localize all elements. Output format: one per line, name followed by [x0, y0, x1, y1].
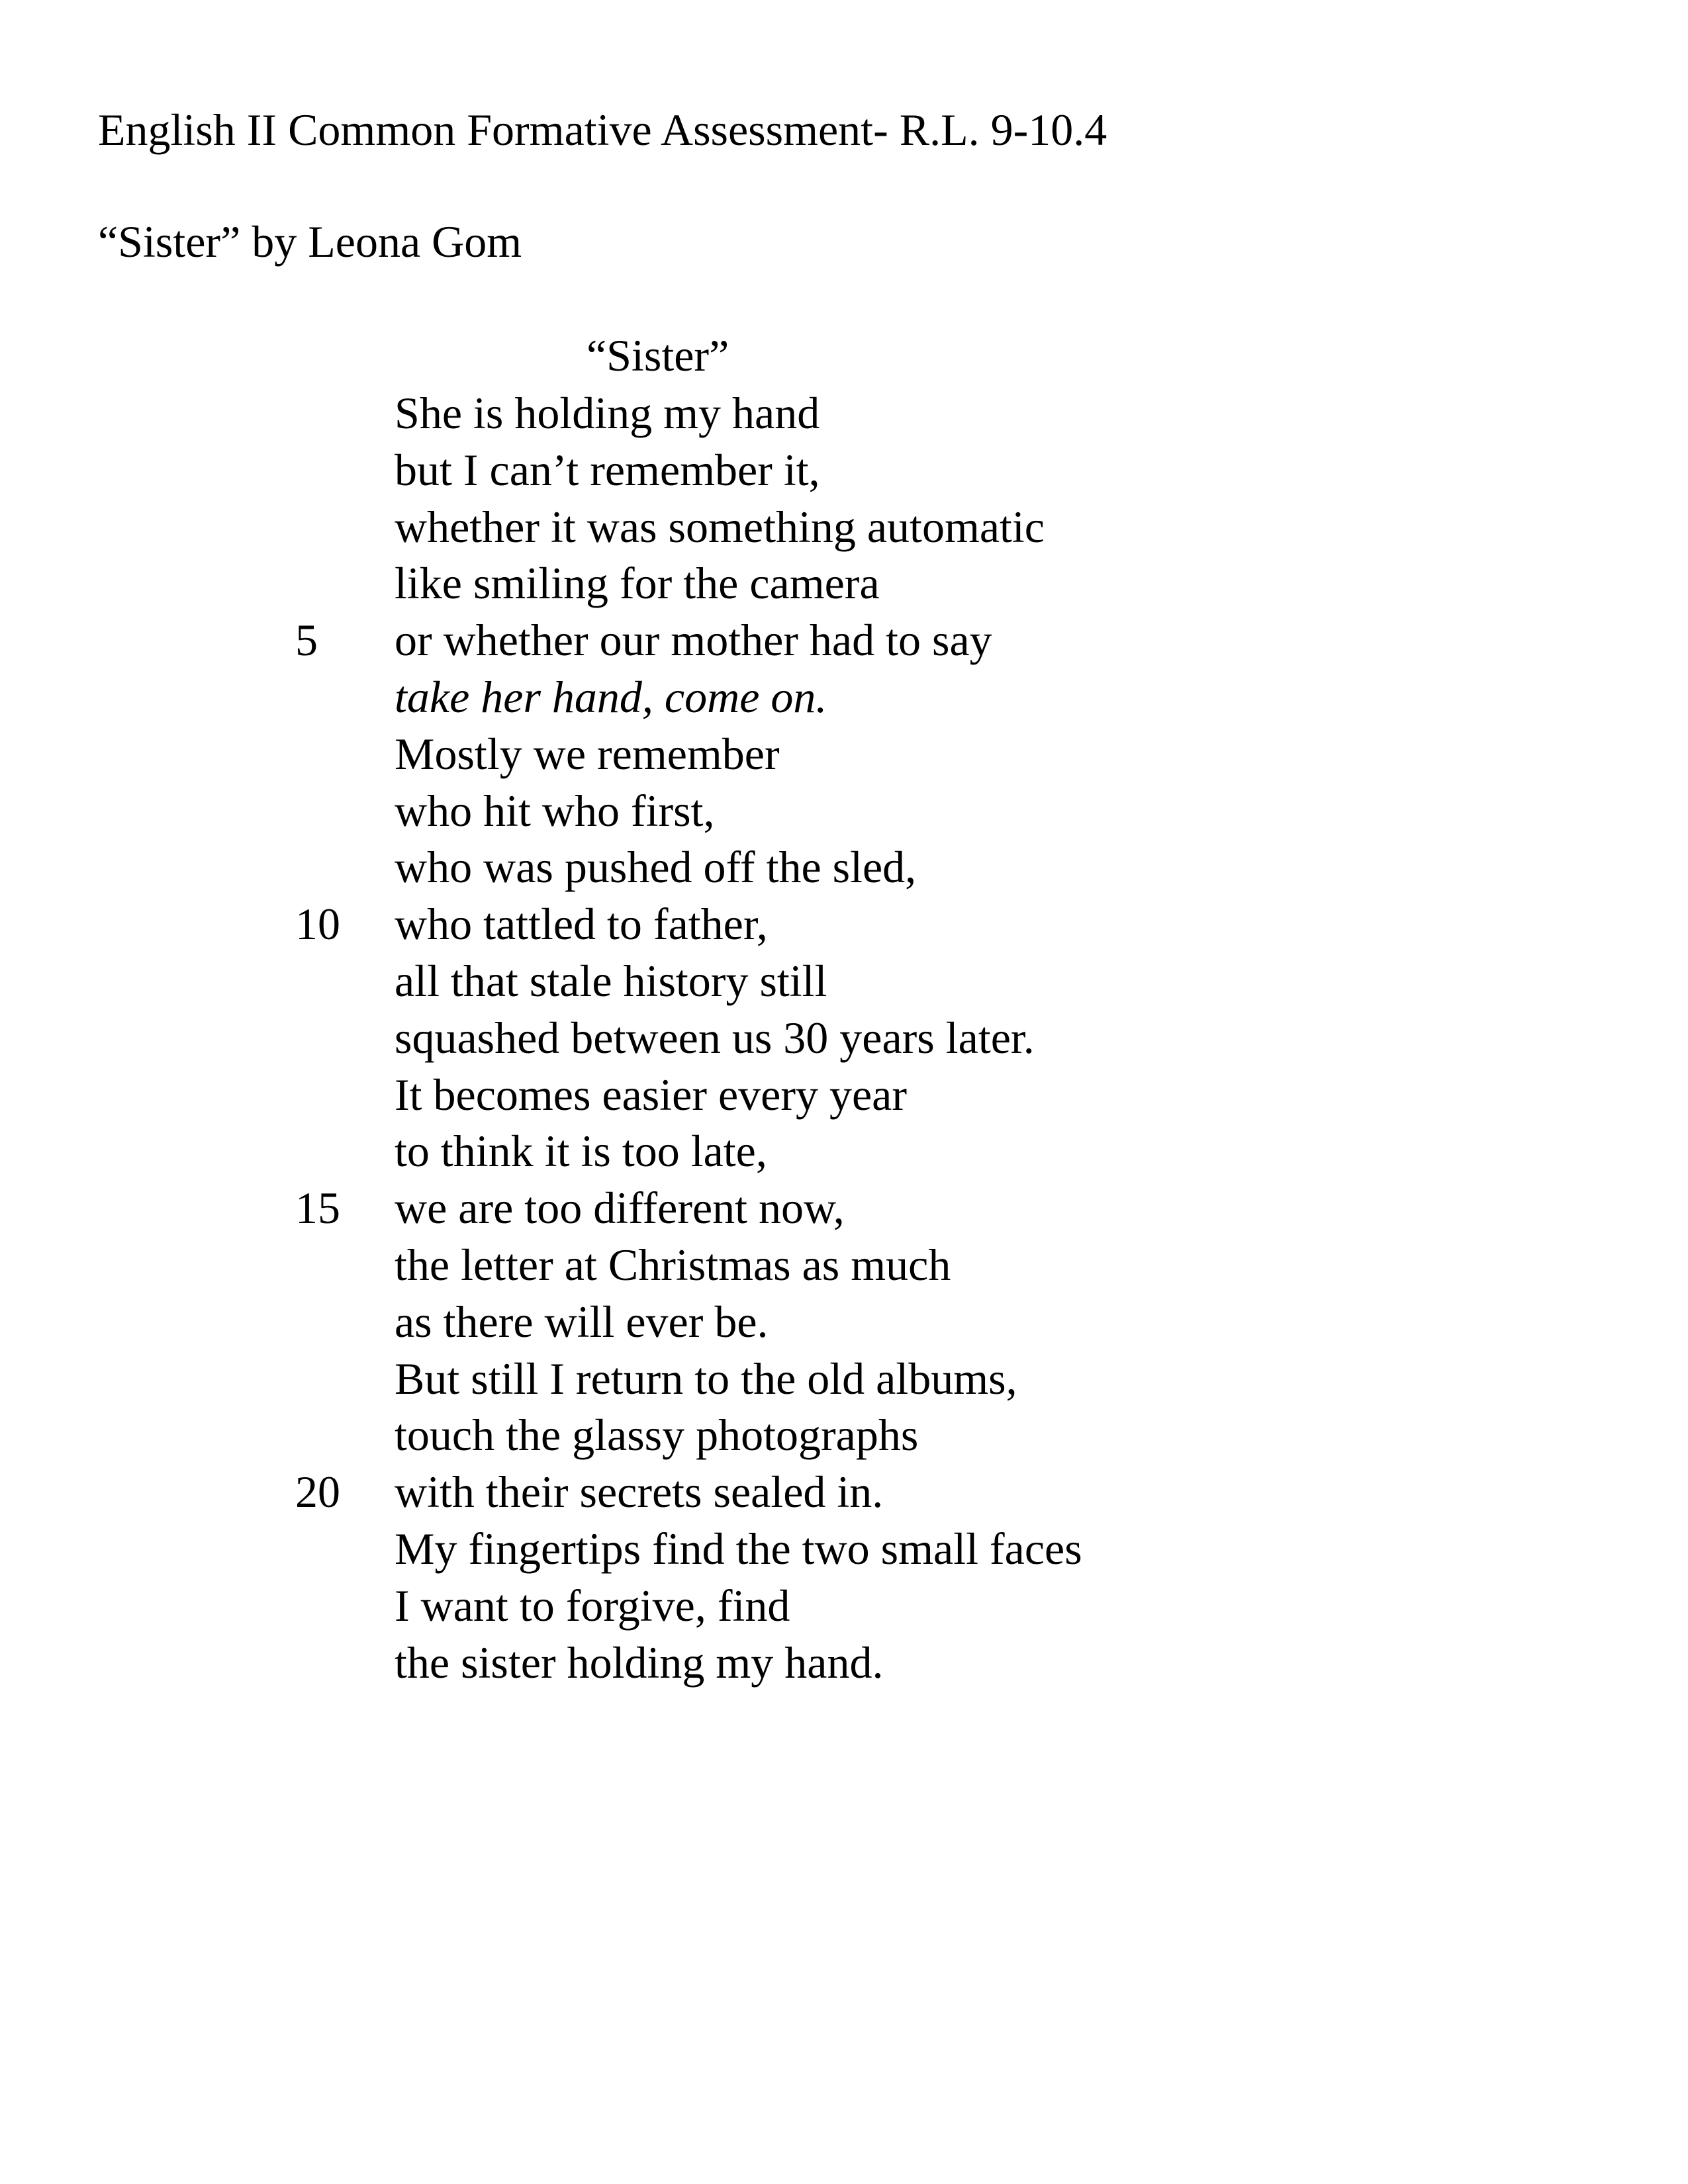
line-text: It becomes easier every year [395, 1069, 907, 1120]
line-text: or whether our mother had to say [395, 615, 992, 666]
poem-line [0, 783, 1688, 840]
line-number: 5 [295, 615, 318, 666]
line-number: 10 [295, 899, 340, 950]
line-text: Mostly we remember [395, 728, 780, 779]
poem-line [0, 555, 1688, 612]
line-text: as there will ever be. [395, 1296, 769, 1347]
line-text: the sister holding my hand. [395, 1637, 884, 1688]
poem-line [0, 612, 1688, 669]
poem-line [0, 1578, 1688, 1635]
poem-line [0, 839, 1688, 896]
poem-line [0, 1521, 1688, 1578]
poem-line [0, 442, 1688, 499]
assessment-title: English II Common Formative Assessment- R.L. 9-10.4 [98, 105, 1107, 155]
poem-line [0, 953, 1688, 1010]
line-text: squashed between us 30 years later. [395, 1012, 1035, 1063]
line-text: like smiling for the camera [395, 558, 880, 609]
poem-line [0, 1635, 1688, 1692]
line-number: 20 [295, 1467, 340, 1518]
line-text: whether it was something automatic [395, 501, 1045, 552]
line-text: My fingertips find the two small faces [395, 1523, 1082, 1574]
line-text: who was pushed off the sled, [395, 842, 917, 893]
poem-line [0, 1464, 1688, 1521]
poem-title: “Sister” [586, 330, 729, 381]
line-text: who hit who first, [395, 785, 715, 836]
poem-line [0, 669, 1688, 726]
poem-line [0, 1237, 1688, 1294]
poem-lines [0, 385, 1688, 1691]
line-text-italic: take her hand, come on. [395, 671, 827, 722]
poem-line [0, 896, 1688, 953]
line-number: 15 [295, 1183, 340, 1234]
poem-line [0, 726, 1688, 783]
line-text: all that stale history still [395, 955, 827, 1006]
poem-line [0, 1010, 1688, 1067]
poem-line [0, 1123, 1688, 1180]
line-text: the letter at Christmas as much [395, 1239, 951, 1290]
line-text: who tattled to father, [395, 899, 768, 950]
poem-line [0, 385, 1688, 442]
line-text: with their secrets sealed in. [395, 1467, 884, 1518]
poem-line [0, 1294, 1688, 1351]
poem-line [0, 1180, 1688, 1237]
line-text: I want to forgive, find [395, 1580, 790, 1631]
poem-line [0, 1407, 1688, 1464]
poem-line [0, 1067, 1688, 1124]
line-text: touch the glassy photographs [395, 1410, 919, 1461]
line-text: but I can’t remember it, [395, 444, 820, 495]
poem-source-line: “Sister” by Leona Gom [98, 216, 522, 267]
line-text: we are too different now, [395, 1183, 845, 1234]
line-text: to think it is too late, [395, 1126, 767, 1177]
poem-line [0, 1351, 1688, 1408]
line-text: But still I return to the old albums, [395, 1353, 1017, 1404]
poem-line [0, 499, 1688, 556]
line-text: She is holding my hand [395, 388, 820, 438]
